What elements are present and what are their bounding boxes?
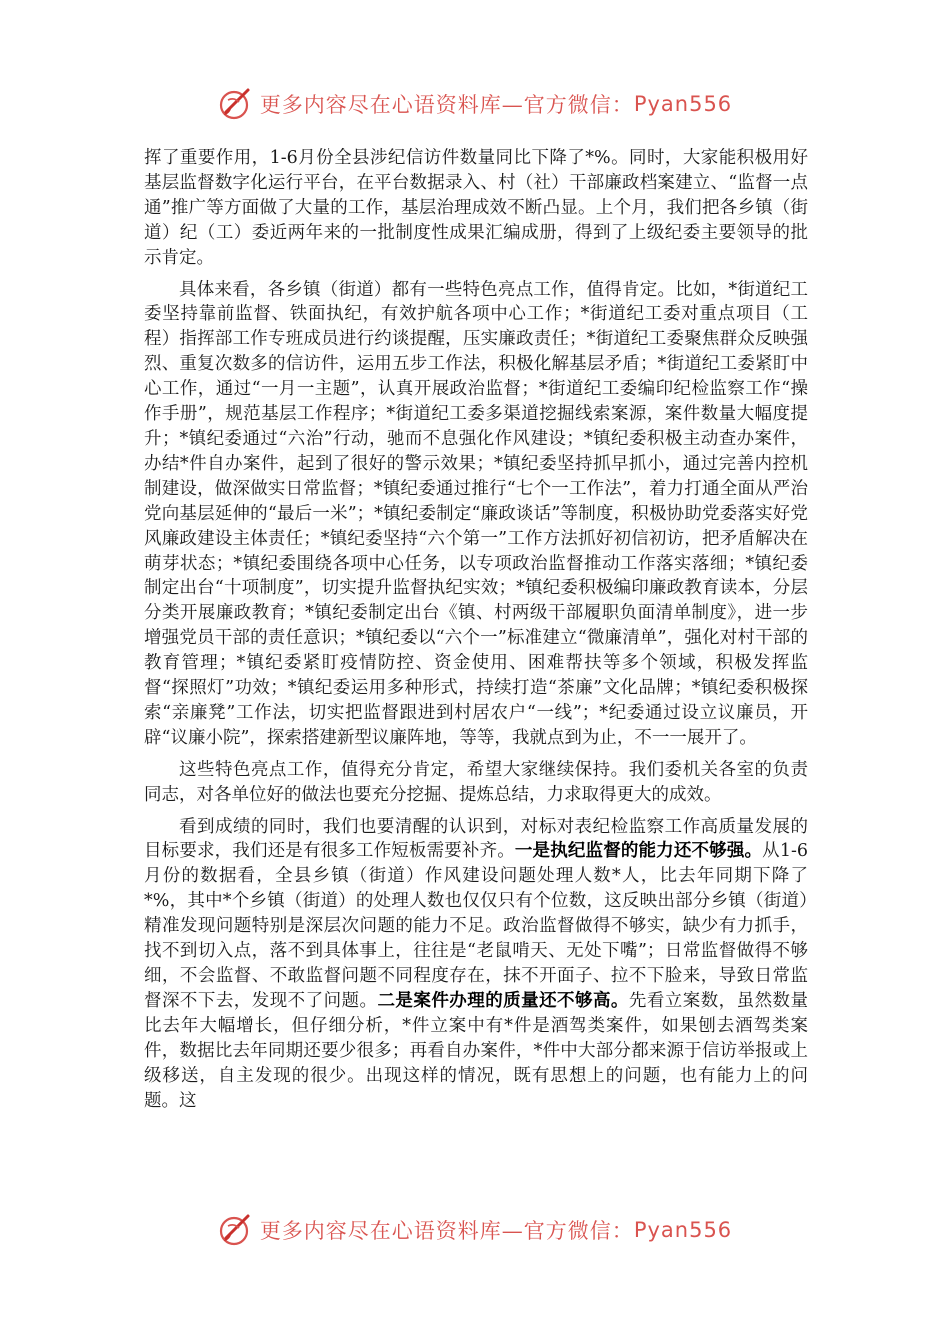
- body-paragraph: [144, 278, 808, 751]
- bold-heading-text: 二是案件办理的质量还不够高。: [377, 990, 629, 1011]
- watermark-wechat-id: Pyan556: [633, 1218, 733, 1242]
- paragraph-text: 挥了重要作用，1-6月份全县涉纪信访件数量同比下降了*%。同时，大家能积极用好基层监督数字化运行平台，在平台数据录入、村（社）干部廉政档案建立、“监督一点通”推广等方面做了大量的工作，基层治理成效不断凸显。上个月，我们把各乡镇（街道）纪（工）委近两年来的一批制度性成果汇编成册，得到了上级纪委主要领导的批示肯定。: [144, 148, 808, 268]
- watermark-wechat-id: Pyan556: [633, 92, 733, 116]
- paragraph-text: 从1-6月份的数据看，全县乡镇（街道）作风建设问题处理人数*人，比去年同期下降了*%，其中*个乡镇（街道）的处理人数也仅仅只有个位数，这反映出部分乡镇（街道）精准发现问题特别是深层次问题的能力不足。政治监督做得不够实，缺少有力抓手，找不到切入点，落不到具体事上，往往是“老鼠啃天、无处下嘴”；日常监督做得不够细，不会监督、不敢监督问题不同程度存在，抹不开面子、拉不下脸来，导致日常监督深不下去，发现不了问题。: [144, 841, 808, 1011]
- brush-logo-icon: [218, 1212, 254, 1248]
- bold-heading-text: 一是执纪监督的能力还不够强。: [514, 841, 763, 862]
- watermark-site-text: 更多内容尽在心语资料库—官方微信：: [259, 93, 634, 117]
- footer-watermark-banner: [0, 1208, 950, 1252]
- paragraph-text: 先看立案数，虽然数量比去年大幅增长，但仔细分析，*件立案中有*件是酒驾类案件，如果刨去酒驾类案件，数据比去年同期还要少很多；再看自办案件，*件中大部分都来源于信访举报或上级移送，自主发现的很少。出现这样的情况，既有思想上的问题，也有能力上的问题。这: [144, 990, 809, 1111]
- paragraph-text: 看到成绩的同时，我们也要清醒的认识到，对标对表纪检监察工作高质量发展的目标要求，我们还是有很多工作短板需要补齐。: [144, 816, 808, 862]
- paragraph-text: 具体来看，各乡镇（街道）都有一些特色亮点工作，值得肯定。比如，*街道纪工委坚持靠前监督、铁面执纪，有效护航各项中心工作；*街道纪工委对重点项目（工程）指挥部工作专班成员进行约谈提醒，压实廉政责任；*街道纪工委聚焦群众反映强烈、重复次数多的信访件，运用五步工作法，积极化解基层矛盾；*街道纪工委紧盯中心工作，通过“一月一主题”，认真开展政治监督；*街道纪工委编印纪检监察工作“操作手册”，规范基层工作程序；*街道纪工委多渠道挖掘线索案源，案件数量大幅度提升；*镇纪委通过“六治”行动，驰而不息强化作风建设；*镇纪委积极主动查办案件，办结*件自办案件，起到了很好的警示效果；*镇纪委坚持抓早抓小，通过完善内控机制建设，做深做实日常监督；*镇纪委通过推行“七个一工作法”，着力打通全面从严治党向基层延伸的“最后一米”；*镇纪委制定“廉政谈话”等制度，积极协助党委落实好党风廉政建设主体责任；*镇纪委坚持“六个第一”工作方法抓好初信初访，把矛盾解决在萌芽状态；*镇纪委围绕各项中心任务，以专项政治监督推动工作落实落细；*镇纪委制定出台“十项制度”，切实提升监督执纪实效；*镇纪委积极编印廉政教育读本，分层分类开展廉政教育；*镇纪委制定出台《镇、村两级干部履职负面清单制度》，进一步增强党员干部的责任意识；*镇纪委以“六个一”标准建立“微廉清单”，强化对村干部的教育管理；*镇纪委紧盯疫情防控、资金使用、困难帮扶等多个领域，积极发挥监督“探照灯”功效；*镇纪委运用多种形式，持续打造“茶廉”文化品牌；*镇纪委积极探索“亲廉凳”工作法，切实把监督跟进到村居农户“一线”；*纪委通过设立议廉员，开辟“议廉小院”，探索搭建新型议廉阵地，等等，我就点到为止，不一一展开了。: [144, 279, 808, 748]
- header-watermark-banner: [0, 82, 950, 126]
- brush-logo-icon: [218, 86, 254, 122]
- paragraph-text: 这些特色亮点工作，值得充分肯定，希望大家继续保持。我们委机关各室的负责同志，对各单位好的做法也要充分挖掘、提炼总结，力求取得更大的成效。: [144, 759, 808, 805]
- body-paragraph: [144, 815, 808, 1114]
- document-body: [144, 146, 808, 1120]
- watermark-site-text: 更多内容尽在心语资料库—官方微信：: [259, 1219, 634, 1243]
- body-paragraph: [144, 758, 808, 808]
- body-paragraph: [144, 146, 808, 271]
